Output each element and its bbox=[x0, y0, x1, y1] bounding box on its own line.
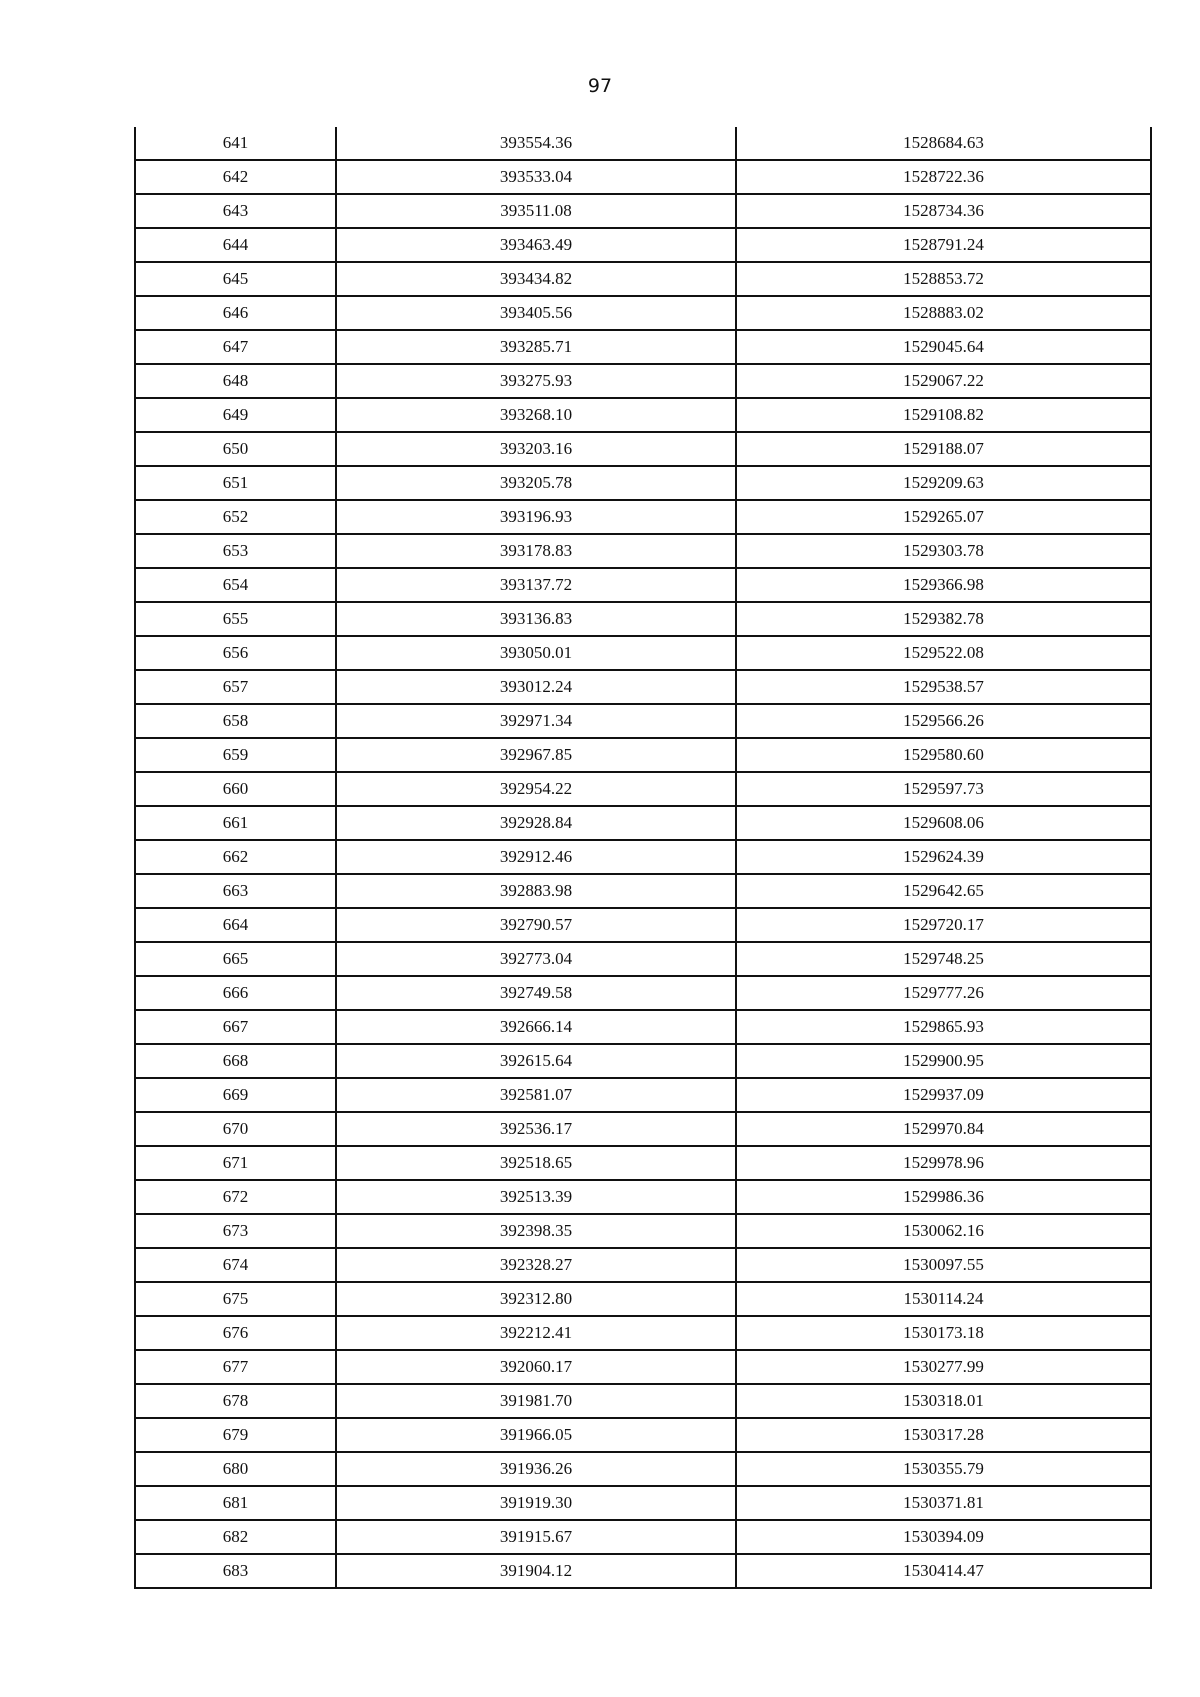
y-coordinate-cell: 1528883.02 bbox=[736, 296, 1151, 330]
x-coordinate-cell: 392666.14 bbox=[336, 1010, 736, 1044]
table-row bbox=[135, 1214, 1151, 1248]
table-row bbox=[135, 1010, 1151, 1044]
x-coordinate-cell: 393463.49 bbox=[336, 228, 736, 262]
point-number-cell: 656 bbox=[135, 636, 336, 670]
point-number-cell: 663 bbox=[135, 874, 336, 908]
y-coordinate-cell: 1529382.78 bbox=[736, 602, 1151, 636]
table-row bbox=[135, 500, 1151, 534]
x-coordinate-cell: 392312.80 bbox=[336, 1282, 736, 1316]
table-row bbox=[135, 1554, 1151, 1588]
table-row bbox=[135, 466, 1151, 500]
x-coordinate-cell: 392513.39 bbox=[336, 1180, 736, 1214]
x-coordinate-cell: 391966.05 bbox=[336, 1418, 736, 1452]
point-number-cell: 643 bbox=[135, 194, 336, 228]
point-number-cell: 666 bbox=[135, 976, 336, 1010]
x-coordinate-cell: 391919.30 bbox=[336, 1486, 736, 1520]
point-number-cell: 673 bbox=[135, 1214, 336, 1248]
point-number-cell: 661 bbox=[135, 806, 336, 840]
x-coordinate-cell: 391936.26 bbox=[336, 1452, 736, 1486]
table-row bbox=[135, 738, 1151, 772]
x-coordinate-cell: 393205.78 bbox=[336, 466, 736, 500]
y-coordinate-cell: 1530371.81 bbox=[736, 1486, 1151, 1520]
x-coordinate-cell: 392954.22 bbox=[336, 772, 736, 806]
table-row bbox=[135, 772, 1151, 806]
point-number-cell: 654 bbox=[135, 568, 336, 602]
table-row bbox=[135, 364, 1151, 398]
table-row bbox=[135, 1418, 1151, 1452]
point-number-cell: 660 bbox=[135, 772, 336, 806]
point-number-cell: 649 bbox=[135, 398, 336, 432]
x-coordinate-cell: 392912.46 bbox=[336, 840, 736, 874]
coordinates-table-body bbox=[135, 127, 1151, 1588]
x-coordinate-cell: 392581.07 bbox=[336, 1078, 736, 1112]
x-coordinate-cell: 391981.70 bbox=[336, 1384, 736, 1418]
y-coordinate-cell: 1530355.79 bbox=[736, 1452, 1151, 1486]
x-coordinate-cell: 393533.04 bbox=[336, 160, 736, 194]
y-coordinate-cell: 1529303.78 bbox=[736, 534, 1151, 568]
y-coordinate-cell: 1529045.64 bbox=[736, 330, 1151, 364]
x-coordinate-cell: 392883.98 bbox=[336, 874, 736, 908]
y-coordinate-cell: 1528734.36 bbox=[736, 194, 1151, 228]
point-number-cell: 677 bbox=[135, 1350, 336, 1384]
table-row bbox=[135, 636, 1151, 670]
point-number-cell: 657 bbox=[135, 670, 336, 704]
coordinates-table bbox=[134, 127, 1152, 1589]
table-row bbox=[135, 840, 1151, 874]
x-coordinate-cell: 393285.71 bbox=[336, 330, 736, 364]
point-number-cell: 645 bbox=[135, 262, 336, 296]
x-coordinate-cell: 392790.57 bbox=[336, 908, 736, 942]
y-coordinate-cell: 1529366.98 bbox=[736, 568, 1151, 602]
x-coordinate-cell: 392971.34 bbox=[336, 704, 736, 738]
x-coordinate-cell: 392615.64 bbox=[336, 1044, 736, 1078]
y-coordinate-cell: 1529642.65 bbox=[736, 874, 1151, 908]
point-number-cell: 659 bbox=[135, 738, 336, 772]
y-coordinate-cell: 1529900.95 bbox=[736, 1044, 1151, 1078]
table-row bbox=[135, 262, 1151, 296]
y-coordinate-cell: 1530277.99 bbox=[736, 1350, 1151, 1384]
point-number-cell: 679 bbox=[135, 1418, 336, 1452]
y-coordinate-cell: 1529937.09 bbox=[736, 1078, 1151, 1112]
y-coordinate-cell: 1529108.82 bbox=[736, 398, 1151, 432]
x-coordinate-cell: 392536.17 bbox=[336, 1112, 736, 1146]
point-number-cell: 644 bbox=[135, 228, 336, 262]
y-coordinate-cell: 1530317.28 bbox=[736, 1418, 1151, 1452]
point-number-cell: 647 bbox=[135, 330, 336, 364]
x-coordinate-cell: 393012.24 bbox=[336, 670, 736, 704]
y-coordinate-cell: 1529538.57 bbox=[736, 670, 1151, 704]
table-row bbox=[135, 908, 1151, 942]
table-row bbox=[135, 194, 1151, 228]
table-row bbox=[135, 330, 1151, 364]
y-coordinate-cell: 1530394.09 bbox=[736, 1520, 1151, 1554]
x-coordinate-cell: 393268.10 bbox=[336, 398, 736, 432]
point-number-cell: 683 bbox=[135, 1554, 336, 1588]
point-number-cell: 681 bbox=[135, 1486, 336, 1520]
table-row bbox=[135, 1078, 1151, 1112]
x-coordinate-cell: 392398.35 bbox=[336, 1214, 736, 1248]
x-coordinate-cell: 393434.82 bbox=[336, 262, 736, 296]
x-coordinate-cell: 391915.67 bbox=[336, 1520, 736, 1554]
y-coordinate-cell: 1529265.07 bbox=[736, 500, 1151, 534]
table-row bbox=[135, 1384, 1151, 1418]
y-coordinate-cell: 1529566.26 bbox=[736, 704, 1151, 738]
point-number-cell: 682 bbox=[135, 1520, 336, 1554]
point-number-cell: 667 bbox=[135, 1010, 336, 1044]
y-coordinate-cell: 1529580.60 bbox=[736, 738, 1151, 772]
table-row bbox=[135, 228, 1151, 262]
point-number-cell: 653 bbox=[135, 534, 336, 568]
point-number-cell: 668 bbox=[135, 1044, 336, 1078]
y-coordinate-cell: 1528853.72 bbox=[736, 262, 1151, 296]
y-coordinate-cell: 1529067.22 bbox=[736, 364, 1151, 398]
x-coordinate-cell: 393196.93 bbox=[336, 500, 736, 534]
point-number-cell: 671 bbox=[135, 1146, 336, 1180]
y-coordinate-cell: 1529624.39 bbox=[736, 840, 1151, 874]
x-coordinate-cell: 393554.36 bbox=[336, 127, 736, 160]
table-row bbox=[135, 398, 1151, 432]
point-number-cell: 652 bbox=[135, 500, 336, 534]
y-coordinate-cell: 1529522.08 bbox=[736, 636, 1151, 670]
y-coordinate-cell: 1529597.73 bbox=[736, 772, 1151, 806]
point-number-cell: 672 bbox=[135, 1180, 336, 1214]
y-coordinate-cell: 1529986.36 bbox=[736, 1180, 1151, 1214]
y-coordinate-cell: 1529748.25 bbox=[736, 942, 1151, 976]
point-number-cell: 665 bbox=[135, 942, 336, 976]
table-row bbox=[135, 1282, 1151, 1316]
table-row bbox=[135, 534, 1151, 568]
point-number-cell: 658 bbox=[135, 704, 336, 738]
table-row bbox=[135, 1350, 1151, 1384]
x-coordinate-cell: 391904.12 bbox=[336, 1554, 736, 1588]
y-coordinate-cell: 1530062.16 bbox=[736, 1214, 1151, 1248]
table-row bbox=[135, 1486, 1151, 1520]
table-row bbox=[135, 670, 1151, 704]
table-row bbox=[135, 1520, 1151, 1554]
y-coordinate-cell: 1529608.06 bbox=[736, 806, 1151, 840]
y-coordinate-cell: 1529188.07 bbox=[736, 432, 1151, 466]
page-number: 97 bbox=[587, 75, 613, 97]
table-row bbox=[135, 568, 1151, 602]
x-coordinate-cell: 393137.72 bbox=[336, 568, 736, 602]
table-row bbox=[135, 874, 1151, 908]
y-coordinate-cell: 1530097.55 bbox=[736, 1248, 1151, 1282]
y-coordinate-cell: 1529720.17 bbox=[736, 908, 1151, 942]
table-row bbox=[135, 1044, 1151, 1078]
y-coordinate-cell: 1529978.96 bbox=[736, 1146, 1151, 1180]
y-coordinate-cell: 1530173.18 bbox=[736, 1316, 1151, 1350]
x-coordinate-cell: 392328.27 bbox=[336, 1248, 736, 1282]
x-coordinate-cell: 392773.04 bbox=[336, 942, 736, 976]
table-row bbox=[135, 1112, 1151, 1146]
x-coordinate-cell: 393050.01 bbox=[336, 636, 736, 670]
point-number-cell: 676 bbox=[135, 1316, 336, 1350]
x-coordinate-cell: 393178.83 bbox=[336, 534, 736, 568]
table-row bbox=[135, 806, 1151, 840]
point-number-cell: 669 bbox=[135, 1078, 336, 1112]
x-coordinate-cell: 393511.08 bbox=[336, 194, 736, 228]
point-number-cell: 670 bbox=[135, 1112, 336, 1146]
table-row bbox=[135, 1180, 1151, 1214]
table-row bbox=[135, 976, 1151, 1010]
y-coordinate-cell: 1528791.24 bbox=[736, 228, 1151, 262]
x-coordinate-cell: 392518.65 bbox=[336, 1146, 736, 1180]
table-row bbox=[135, 704, 1151, 738]
point-number-cell: 641 bbox=[135, 127, 336, 160]
table-row bbox=[135, 1146, 1151, 1180]
point-number-cell: 675 bbox=[135, 1282, 336, 1316]
table-row bbox=[135, 1452, 1151, 1486]
point-number-cell: 680 bbox=[135, 1452, 336, 1486]
x-coordinate-cell: 392212.41 bbox=[336, 1316, 736, 1350]
y-coordinate-cell: 1530114.24 bbox=[736, 1282, 1151, 1316]
y-coordinate-cell: 1528722.36 bbox=[736, 160, 1151, 194]
y-coordinate-cell: 1528684.63 bbox=[736, 127, 1151, 160]
y-coordinate-cell: 1529777.26 bbox=[736, 976, 1151, 1010]
table-row bbox=[135, 602, 1151, 636]
x-coordinate-cell: 392928.84 bbox=[336, 806, 736, 840]
point-number-cell: 650 bbox=[135, 432, 336, 466]
y-coordinate-cell: 1530318.01 bbox=[736, 1384, 1151, 1418]
point-number-cell: 648 bbox=[135, 364, 336, 398]
point-number-cell: 664 bbox=[135, 908, 336, 942]
table-row bbox=[135, 296, 1151, 330]
table-row bbox=[135, 1316, 1151, 1350]
table-row bbox=[135, 432, 1151, 466]
table-row bbox=[135, 127, 1151, 160]
y-coordinate-cell: 1529209.63 bbox=[736, 466, 1151, 500]
x-coordinate-cell: 393203.16 bbox=[336, 432, 736, 466]
x-coordinate-cell: 392060.17 bbox=[336, 1350, 736, 1384]
x-coordinate-cell: 393136.83 bbox=[336, 602, 736, 636]
y-coordinate-cell: 1529970.84 bbox=[736, 1112, 1151, 1146]
point-number-cell: 651 bbox=[135, 466, 336, 500]
x-coordinate-cell: 392749.58 bbox=[336, 976, 736, 1010]
point-number-cell: 678 bbox=[135, 1384, 336, 1418]
table-row bbox=[135, 160, 1151, 194]
point-number-cell: 662 bbox=[135, 840, 336, 874]
point-number-cell: 655 bbox=[135, 602, 336, 636]
x-coordinate-cell: 393405.56 bbox=[336, 296, 736, 330]
point-number-cell: 674 bbox=[135, 1248, 336, 1282]
x-coordinate-cell: 392967.85 bbox=[336, 738, 736, 772]
table-row bbox=[135, 942, 1151, 976]
table-row bbox=[135, 1248, 1151, 1282]
y-coordinate-cell: 1530414.47 bbox=[736, 1554, 1151, 1588]
y-coordinate-cell: 1529865.93 bbox=[736, 1010, 1151, 1044]
point-number-cell: 642 bbox=[135, 160, 336, 194]
point-number-cell: 646 bbox=[135, 296, 336, 330]
x-coordinate-cell: 393275.93 bbox=[336, 364, 736, 398]
